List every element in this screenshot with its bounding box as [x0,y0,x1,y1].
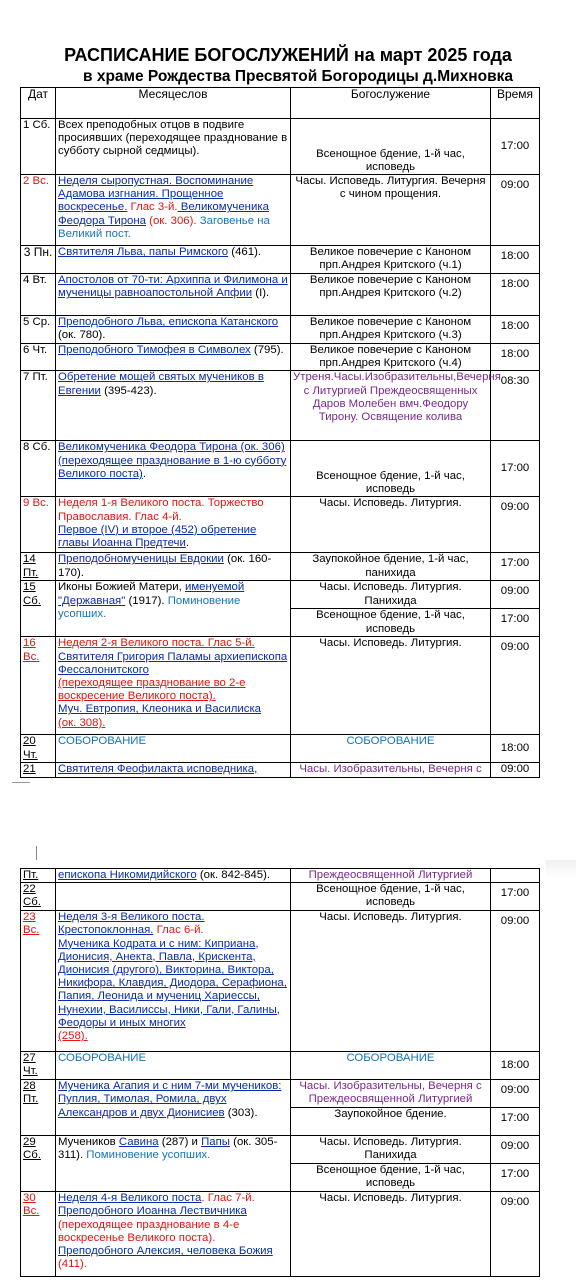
page-break-mark [36,846,37,860]
service-cell: Часы. Изобразительны, Вечерня с Преждеосвященной Литургией [291,1080,491,1108]
date-cell: 28 Пт. [21,1080,56,1136]
calendar-cell [56,1136,291,1192]
header-row [21,88,540,119]
date-cell: 20 Чт. [21,735,56,762]
service-cell: Всенощное бдение, 1-й час, исповедь [291,883,491,911]
calendar-cell [56,497,291,553]
year-label: (395-423). [100,384,157,397]
note-label: Заговенье на Великий пост. [58,214,270,240]
service-cell: Всенощное бдение, 1-й час, исповедь [291,609,491,637]
saint-link[interactable]: Преподобного Алексия, человека Божия [58,1245,273,1258]
calendar-cell [56,274,291,316]
time-cell: 18:00 [491,1052,540,1080]
year-label: (303). [224,1106,258,1119]
table-row [21,1192,540,1277]
service-cell: Часы. Изобразительны, Вечерня с [291,762,491,777]
service-cell: Заупокойное бдение. [291,1108,491,1136]
time-cell: 18:00 [491,316,540,344]
table-row [21,274,540,316]
separator-mark [12,782,30,783]
saint-link[interactable]: Апостолов от 70-ти: Архиппа и Филимона и мученицы равноапостольной Апфии [58,274,288,300]
table-row [21,497,540,553]
icon-link[interactable]: именуемой "Державная" [58,581,245,607]
time-cell: 09:00 [491,175,540,246]
date-cell: 9 Вс. [21,497,56,553]
feast-link[interactable]: Первое (IV) и второе (452) обретение главы Иоанна Предтечи [58,523,257,550]
table-row [21,911,540,1052]
schedule-table-1 [20,87,540,778]
year-label: (ок. 306). [146,214,197,227]
feast-label: Неделя 1-я Великого поста. Торжество Православия. Глас 4-й. [58,497,264,523]
year-label: (1917). [125,594,165,607]
calendar-cell [56,911,291,1052]
calendar-cell [56,553,291,581]
time-cell: 08:30 [491,371,540,441]
table-row [21,637,540,735]
time-cell: 18:00 [491,344,540,371]
table-row [21,735,540,762]
saint-link[interactable]: Муч. Евтропия, Клеоника и Василиска [58,703,262,716]
time-cell: 09:00 [491,1080,540,1108]
date-cell: 5 Ср. [21,316,56,344]
year-label: (ок. 842-845). [196,869,271,881]
time-cell: 17:00 [491,1164,540,1192]
col-service-header: Богослужение [291,88,491,119]
saint-link[interactable]: Святителя Льва, папы Римского [58,246,229,258]
year-label: (258). [58,1030,88,1043]
saint-link[interactable]: Обретение мощей святых мучеников в Евгении [58,371,264,397]
saint-link[interactable]: Преподобномученицы Евдокии [58,553,224,566]
service-cell: Всенощное бдение, 1-й час, исповедь [291,119,491,175]
calendar-cell [56,869,291,883]
saint-link[interactable]: Савина [118,1136,159,1149]
time-cell [491,869,540,883]
service-cell: СОБОРОВАНИЕ [291,735,491,762]
calendar-cell [56,175,291,246]
page-corner [546,860,576,878]
service-cell: Преждеосвященной Литургией [291,869,491,883]
service-cell: Великое повечерие с Каноном прп.Андрея Критского (ч.1) [291,246,491,274]
date-cell: 2 Вс. [21,175,56,246]
table-row [21,441,540,497]
calendar-cell [56,316,291,344]
calendar-cell [56,1192,291,1277]
date-cell: 15 Сб. [21,581,56,637]
time-cell: 17:00 [491,119,540,175]
year-label: (ок. 305-311). [58,1136,278,1162]
time-cell: 17:00 [491,553,540,581]
time-cell: 18:00 [491,246,540,274]
service-cell: Часы. Исповедь. Литургия. [291,1192,491,1277]
saint-link[interactable]: Преподобного Иоанна Лествичника [58,1205,247,1218]
table-row [21,371,540,441]
date-cell: 1 Сб. [21,119,56,175]
note-label: Поминовение усопших. [58,594,241,620]
note-label: (переходящее празднование во 2-е воскресение Великого поста). [58,677,246,703]
feast-label: Неделя 2-я Великого поста. Глас 5-й. [58,637,255,650]
year-label: (ок. 308). [58,716,106,729]
table-row [21,119,540,175]
year-label: (287) и [158,1136,202,1149]
col-time-header: Время [491,88,540,119]
saint-label: Мучеников [58,1136,119,1149]
saint-link[interactable]: Святителя Григория Паламы архиепископа Фессалонитского [58,650,288,676]
calendar-cell[interactable]: Святителя Феофилакта исповедника, [56,762,291,777]
page-two [0,860,576,1280]
icon-label: Иконы Божией Матери, [58,581,185,594]
schedule-table-2 [20,868,540,1277]
year-label: (ок. 160-170). [58,553,272,579]
saint-link[interactable]: Мученика Агапия и с ним 7-ми мучеников: Пуплия, Тимолая, Ромила, двух Александров и двух Дионисиев [58,1080,282,1119]
table-row [21,581,540,609]
punct: . [185,537,189,550]
service-cell: Великое повечерие с Каноном прп.Андрея Критского (ч.4) [291,344,491,371]
table-row [21,316,540,344]
date-cell: 30 Вс. [21,1192,56,1277]
calendar-cell: СОБОРОВАНИЕ [56,735,291,762]
table-row [21,869,540,883]
time-cell: 17:00 [491,441,540,497]
service-cell: Часы. Исповедь. Литургия. Панихида [291,581,491,609]
saint-link[interactable]: Великомученика Феодора Тирона [58,201,269,227]
time-cell: 18:00 [491,274,540,316]
calendar-cell [56,441,291,497]
time-cell: 09:00 [491,637,540,735]
calendar-cell [56,344,291,371]
calendar-cell [56,883,291,911]
table-row [21,553,540,581]
table-row [21,1052,540,1080]
time-cell: 09:00 [491,762,540,777]
table-row [21,175,540,246]
saint-link[interactable]: Великомученика Феодора Тирона (ок. 306) (переходящее празднование в 1-ю субботу Великого поста) [58,441,287,480]
table-row [21,883,540,911]
time-cell: 09:00 [491,1192,540,1277]
date-cell: 7 Пт. [21,371,56,441]
service-cell: Часы. Исповедь. Литургия. Панихида [291,1136,491,1164]
time-cell: 09:00 [491,1136,540,1164]
saint-link[interactable]: Папы [201,1136,230,1149]
tone-label: Глас 3-й. [127,201,178,214]
service-cell: СОБОРОВАНИЕ [291,1052,491,1080]
time-cell: 17:00 [491,1108,540,1136]
calendar-cell [56,246,291,274]
page-title: РАСПИСАНИЕ БОГОСЛУЖЕНИЙ на март 2025 года [64,45,512,65]
time-cell: 09:00 [491,911,540,1052]
saint-link[interactable]: Преподобного Льва, епископа Катанского [58,316,279,328]
table-row [21,344,540,371]
date-cell: 8 Сб. [21,441,56,497]
date-cell: 21 [21,762,56,777]
time-cell: 09:00 [491,497,540,553]
calendar-cell [56,581,291,637]
page-subtitle: в храме Рождества Пресвятой Богородицы д.Михновка [82,68,513,85]
service-cell: Часы. Исповедь. Литургия. [291,637,491,735]
tone-label: Глас 6-й. [153,924,204,937]
date-cell: 23 Вс. [21,911,56,1052]
date-cell: 16 Вс. [21,637,56,735]
tone-label: . Глас 7-й. [201,1192,255,1205]
date-cell: 29 Сб. [21,1136,56,1192]
service-cell: Всенощное бдение, 1-й час, исповедь [291,1164,491,1192]
calendar-cell [56,637,291,735]
time-cell: 17:00 [491,883,540,911]
service-cell: Великое повечерие с Каноном прп.Андрея Критского (ч.2) [291,274,491,316]
service-cell: Часы. Исповедь. Литургия. [291,911,491,1052]
service-cell: Часы. Исповедь. Литургия. [291,497,491,553]
year-label: (411). [58,1258,87,1271]
feast-link[interactable]: Неделя 3-я Великого поста. Крестопоклонная. [58,911,205,937]
year-label: (I). [252,287,270,300]
year-label: (795). [250,344,284,356]
saint-link[interactable]: Преподобного Тимофея в Символех [58,344,251,356]
service-cell: Утреня.Часы.Изобразительны,Вечерня с Литургией Преждеосвященных Даров Молебен вмч.Феодору Тирону. Освящение колива [291,371,491,441]
table-row [21,1136,540,1164]
calendar-cell [56,1080,291,1136]
date-cell: 14 Пт. [21,553,56,581]
calendar-cell: СОБОРОВАНИЕ [56,1052,291,1080]
service-cell: Часы. Исповедь. Литургия. Вечерня с чином прощения. [291,175,491,246]
date-cell: 3 Пн. [21,246,56,274]
calendar-cell: Всех преподобных отцов в подвиге просиявших (переходящее празднование в субботу сырной седмицы). [56,119,291,175]
saint-link[interactable]: Мученика Кодрата и с ним: Киприана, Дионисия, Анекта, Павла, Крискента, Дионисия (другого), Викторина, Виктора, Никифора, Клавдия, Диодора, Серафиона, Папия, Леонида и мучениц Хариессы, Нунехии, Василиссы, Ники, Гали, Галины, Феодоры и иных многих [58,937,287,1029]
table-row [21,762,540,777]
calendar-cell [56,371,291,441]
date-cell: 22 Сб. [21,883,56,911]
col-date-header: Дат [21,88,56,119]
table-row [21,1080,540,1108]
year-label: (461). [228,246,262,258]
year-label: (ок. 780). [58,329,106,342]
date-cell: 6 Чт. [21,344,56,371]
note-label: (переходящее празднование в 4-е воскресенье Великого поста). [58,1218,240,1244]
time-cell: 09:00 [491,581,540,609]
date-cell: Пт. [21,869,56,883]
time-cell: 17:00 [491,609,540,637]
col-calendar-header: Месяцеслов [56,88,291,119]
note-label: Поминовение усопших. [83,1149,211,1162]
date-cell: 27 Чт. [21,1052,56,1080]
date-cell: 4 Вт. [21,274,56,316]
feast-link[interactable]: Неделя 4-я Великого поста [58,1192,202,1205]
feast-link[interactable]: Неделя сыропустная. Воспоминание Адамова изгнания. Прощенное воскресенье. [58,175,254,214]
saint-link[interactable]: епископа Никомидийского [58,869,197,881]
service-cell: Заупокойное бдение, 1-й час, панихида [291,553,491,581]
table-row [21,246,540,274]
punct: . [142,467,147,480]
time-cell: 18:00 [491,735,540,762]
service-cell: Великое повечерие с Каноном прп.Андрея Критского (ч.3) [291,316,491,344]
service-cell: Всенощное бдение, 1-й час, исповедь [291,441,491,497]
